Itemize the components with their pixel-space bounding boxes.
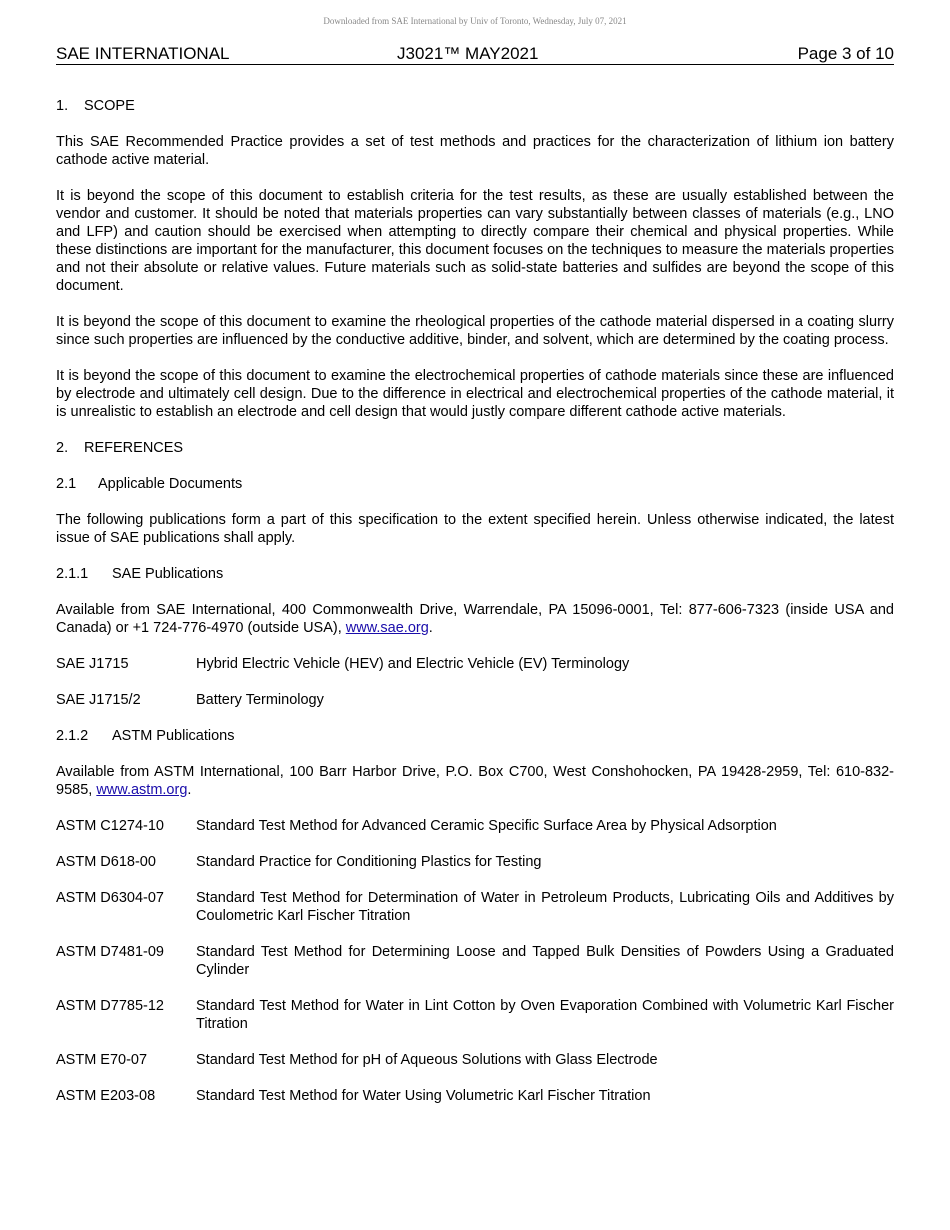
header-page-number: Page 3 of 10 <box>797 44 894 63</box>
reference-code: ASTM D6304-07 <box>56 890 164 906</box>
scope-paragraph-4: It is beyond the scope of this document to examine the electrochemical properties of cathode materials since these are influenced by electrode and ultimately cell design. Due to the difference in electrical and electrochemical properties of the cathode material, it is unrealistic to establish an electrode and cell design that would justly compare different cathode active materials. <box>56 368 894 420</box>
subsection-applicable-heading <box>56 475 894 493</box>
astm-availability-text: Available from ASTM International, 100 Barr Harbor Drive, P.O. Box C700, West Conshohocken, PA 19428-2959, Tel: 610-832-9585, <box>56 764 894 798</box>
astm-availability: Available from ASTM International, 100 Barr Harbor Drive, P.O. Box C700, West Conshohocken, PA 19428-2959, Tel: 610-832-9585, www.astm.org. <box>56 764 894 798</box>
sae-website-link[interactable]: www.sae.org <box>345 620 429 636</box>
section-title: SCOPE <box>84 98 135 114</box>
page-header <box>56 44 894 65</box>
sae-availability-text: Available from SAE International, 400 Commonwealth Drive, Warrendale, PA 15096-0001, Tel: 877-606-7323 (inside USA and Canada) or +1 724-776-4970 (outside USA), <box>56 602 894 636</box>
reference-title: Standard Test Method for pH of Aqueous Solutions with Glass Electrode <box>196 1052 658 1068</box>
reference-title: Standard Test Method for Determination of Water in Petroleum Products, Lubricating Oils and Additives by Coulometric Karl Fischer Titration <box>196 890 894 924</box>
reference-entry <box>56 817 894 835</box>
reference-entry <box>56 1051 894 1069</box>
astm-reference-list <box>56 817 894 1105</box>
astm-website-link[interactable]: www.astm.org <box>96 782 188 798</box>
subsection-title: SAE Publications <box>112 566 224 582</box>
header-doc-id: J3021™ MAY2021 <box>397 44 539 63</box>
subsection-number: 2.1.2 <box>56 728 89 744</box>
reference-code: ASTM D7481-09 <box>56 944 164 960</box>
subsection-title: Applicable Documents <box>98 476 243 492</box>
subsection-number: 2.1 <box>56 476 77 492</box>
subsection-number: 2.1.1 <box>56 566 89 582</box>
reference-title: Standard Practice for Conditioning Plastics for Testing <box>196 854 542 870</box>
reference-code: ASTM E70-07 <box>56 1052 148 1068</box>
reference-title: Standard Test Method for Determining Loose and Tapped Bulk Densities of Powders Using a Graduated Cylinder <box>196 944 894 978</box>
applicable-paragraph: The following publications form a part of this specification to the extent specified herein. Unless otherwise indicated, the latest issue of SAE publications shall apply. <box>56 512 894 546</box>
reference-title: Standard Test Method for Water Using Volumetric Karl Fischer Titration <box>196 1088 651 1104</box>
subsection-title: ASTM Publications <box>112 728 235 744</box>
reference-entry <box>56 943 894 979</box>
document-body <box>56 97 894 1123</box>
reference-entry <box>56 889 894 925</box>
reference-code: SAE J1715/2 <box>56 692 141 708</box>
reference-entry <box>56 655 894 673</box>
sae-availability: Available from SAE International, 400 Commonwealth Drive, Warrendale, PA 15096-0001, Tel: 877-606-7323 (inside USA and Canada) or +1 724-776-4970 (outside USA), www.sae.org. <box>56 602 894 636</box>
reference-entry <box>56 1087 894 1105</box>
scope-paragraph-3: It is beyond the scope of this document to examine the rheological properties of the cathode material dispersed in a coating slurry since such properties are influenced by the conductive additive, binder, and solvent, which are determined by the coating process. <box>56 314 894 348</box>
scope-paragraph-2: It is beyond the scope of this document to establish criteria for the test results, as these are usually established between the vendor and customer. It should be noted that materials properties can vary substantially between classes of materials (e.g., LNO and LFP) and caution should be exercised when attempting to directly compare their chemical and physical properties. While these distinctions are important for the manufacturer, this document focuses on the techniques to measure the materials properties and not their absolute or relative values. Future materials such as solid-state batteries and sulfides are beyond the scope of this document. <box>56 188 894 294</box>
reference-title: Battery Terminology <box>196 692 324 708</box>
reference-code: ASTM D618-00 <box>56 854 156 870</box>
subsection-sae-heading <box>56 565 894 583</box>
download-watermark: Downloaded from SAE International by Univ of Toronto, Wednesday, July 07, 2021 <box>323 16 627 26</box>
reference-entry <box>56 853 894 871</box>
section-references-heading <box>56 439 894 457</box>
subsection-astm-heading <box>56 727 894 745</box>
scope-paragraph-1: This SAE Recommended Practice provides a set of test methods and practices for the characterization of lithium ion battery cathode active material. <box>56 134 894 168</box>
reference-code: ASTM E203-08 <box>56 1088 156 1104</box>
reference-code: ASTM C1274-10 <box>56 818 164 834</box>
reference-title: Hybrid Electric Vehicle (HEV) and Electric Vehicle (EV) Terminology <box>196 656 630 672</box>
reference-code: SAE J1715 <box>56 656 129 672</box>
sae-reference-list <box>56 655 894 709</box>
header-org: SAE INTERNATIONAL <box>56 44 230 63</box>
section-scope-heading <box>56 97 894 115</box>
section-number: 1. <box>56 98 69 114</box>
reference-title: Standard Test Method for Water in Lint Cotton by Oven Evaporation Combined with Volumetric Karl Fischer Titration <box>196 998 894 1032</box>
section-title: REFERENCES <box>84 440 184 456</box>
reference-title: Standard Test Method for Advanced Ceramic Specific Surface Area by Physical Adsorption <box>196 818 777 834</box>
reference-entry <box>56 691 894 709</box>
reference-entry <box>56 997 894 1033</box>
reference-code: ASTM D7785-12 <box>56 998 164 1014</box>
section-number: 2. <box>56 440 69 456</box>
